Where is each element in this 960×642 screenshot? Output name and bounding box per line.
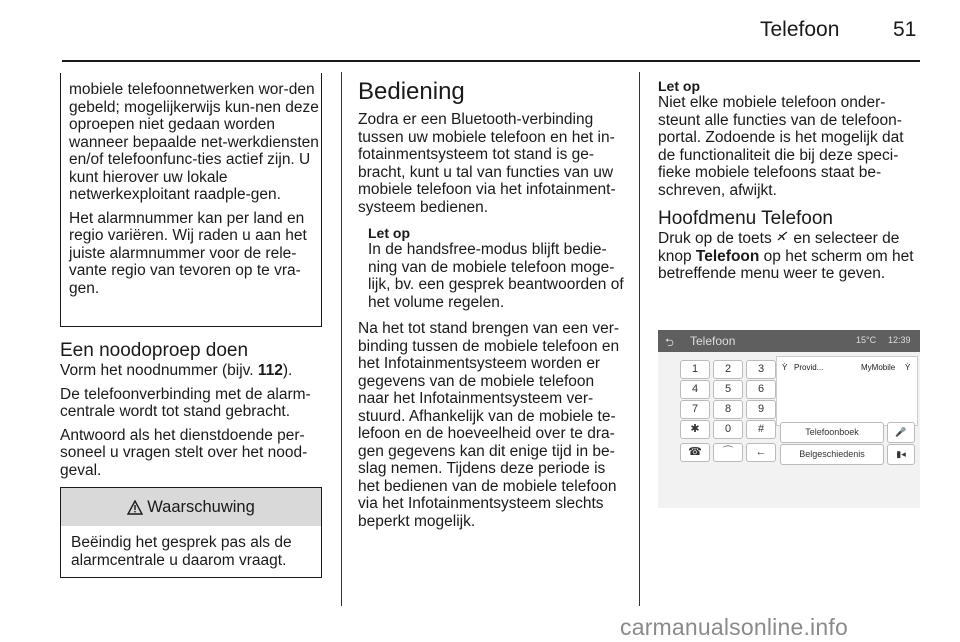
mute-button[interactable]: 🎤: [887, 422, 915, 443]
operation-intro: Zodra er een Bluetooth-verbinding tussen uw mobiele telefoon en het in-fotainmentsysteem tot stand is ge-bracht, kunt u tal van functies van uw mobiele telefoon via het infotainment-systeem bedienen.: [358, 111, 616, 216]
backspace-button[interactable]: ←: [746, 443, 776, 462]
column-divider: [341, 72, 342, 606]
call-button[interactable]: ☎: [680, 443, 710, 462]
keypad-key[interactable]: ✱: [680, 420, 710, 439]
watermark: carmanualsonline.info: [620, 614, 848, 640]
page-header-title: Telefoon: [760, 18, 840, 41]
call-history-button[interactable]: Belgeschiedenis: [780, 444, 884, 465]
signal-icon: Ỳ: [782, 363, 788, 372]
infotainment-screen: [658, 330, 920, 508]
signal-icon: Ỳ: [905, 363, 911, 372]
screen-temperature: 15°C: [856, 335, 877, 345]
phone-menu-text: en selecteer de knop: [658, 230, 900, 265]
keypad-key[interactable]: 0: [713, 420, 743, 439]
operation-paragraph: Na het tot stand brengen van een ver-binding tussen de mobiele telefoon en het Infotainmentsysteem worden er gegevens van de mobiele telefoon naar het Infotainmentsysteem ver-stuurd. Afhankelijk van de mobiele te-lefoon en de hoeveelheid over te dra-gen gegevens kan dit enige tijd in be-slag nemen. Tijdens deze periode is het bedienen van de mobiele telefoon via het Infotainmentsysteem slechts beperkt mogelijk.: [358, 320, 620, 530]
phone-menu-heading: Hoofdmenu Telefoon: [658, 208, 833, 229]
phone-menu-text: op het scherm om het betreffende menu weer te geven.: [658, 247, 914, 282]
note-label: Let op: [658, 78, 700, 94]
screen-time: 12:39: [888, 335, 911, 345]
phone-menu-text: Druk op de toets: [658, 230, 777, 247]
screen-title: Telefoon: [690, 334, 736, 348]
keypad-key[interactable]: 8: [713, 400, 743, 419]
keypad-key[interactable]: 3: [746, 360, 776, 379]
warning-box: [60, 487, 322, 578]
keypad-key[interactable]: 5: [713, 380, 743, 399]
emergency-section: [60, 340, 322, 479]
keypad-key[interactable]: 4: [680, 380, 710, 399]
device-label: MyMobile: [861, 363, 896, 372]
phonebook-button[interactable]: Telefoonboek: [780, 422, 884, 443]
keypad-key[interactable]: #: [746, 420, 776, 439]
note-text: Niet elke mobiele telefoon onder-steunt alle functies van de telefoon-portal. Zodoende is het mogelijk dat de functionaliteit die bij deze speci-fieke mobiele telefoons staat be-schreven, afwijkt.: [658, 94, 904, 199]
handset-toggle-button[interactable]: ▮◂: [887, 444, 915, 465]
operation-section: [358, 78, 624, 530]
keypad-key[interactable]: 9: [746, 400, 776, 419]
keypad-key[interactable]: 6: [746, 380, 776, 399]
note-label: Let op: [368, 225, 410, 241]
emergency-paragraph: De telefoonverbinding met de alarm-centrale wordt tot stand gebracht.: [60, 385, 311, 420]
screen-titlebar: [658, 330, 920, 352]
emergency-heading: Een noodoproep doen: [60, 340, 249, 361]
hangup-button[interactable]: ⌒: [713, 443, 743, 462]
right-section: [658, 78, 924, 283]
info-box-paragraph: mobiele telefoonnetwerken wor-den gebeld; mogelijkerwijs kun-nen deze oproepen niet gedaan worden wanneer bepaalde net-werkdiensten en/of telefoonfunc-ties actief zijn. U kunt hierover uw lokale netwerkexploitant raadple-gen.: [69, 81, 319, 203]
emergency-paragraph: Antwoord als het dienstdoende per-soneel u vragen stelt over het nood-geval.: [60, 426, 308, 479]
provider-label: Provid...: [794, 363, 824, 372]
info-box-paragraph: Het alarmnummer kan per land en regio variëren. Wij raden u aan het juiste alarmnummer voor de rele-vante regio van tevoren op te vra-gen.: [69, 209, 307, 297]
emergency-number: 112: [257, 362, 283, 379]
header-divider: [62, 60, 920, 62]
warning-triangle-icon: [127, 500, 143, 515]
phone-key-icon: [776, 231, 789, 243]
phone-menu-paragraph: [658, 230, 924, 283]
emergency-text: Vorm het noodnummer (bijv.: [60, 362, 258, 379]
device-card: [776, 356, 918, 426]
page-number: 51: [893, 18, 917, 41]
warning-header: [61, 488, 321, 526]
note-text: In de handsfree-modus blijft bedie-ning van de mobiele telefoon moge-lijk, bv. een gesprek beantwoorden of het volume regelen.: [368, 241, 624, 311]
warning-text: Beëindig het gesprek pas als de alarmcentrale u daarom vraagt.: [71, 534, 292, 569]
info-box: [60, 73, 322, 327]
warning-title: Waarschuwing: [147, 497, 255, 516]
emergency-paragraph: [60, 362, 322, 380]
keypad-key[interactable]: 1: [680, 360, 710, 379]
operation-note: [368, 225, 624, 311]
phone-button-label: Telefoon: [695, 247, 760, 265]
column-divider: [639, 72, 640, 606]
back-icon[interactable]: ⮌: [665, 337, 674, 349]
keypad-key[interactable]: 2: [713, 360, 743, 379]
screen-panel: [658, 352, 920, 508]
emergency-text: ).: [282, 362, 293, 379]
operation-heading: Bediening: [358, 78, 465, 105]
keypad-key[interactable]: 7: [680, 400, 710, 419]
